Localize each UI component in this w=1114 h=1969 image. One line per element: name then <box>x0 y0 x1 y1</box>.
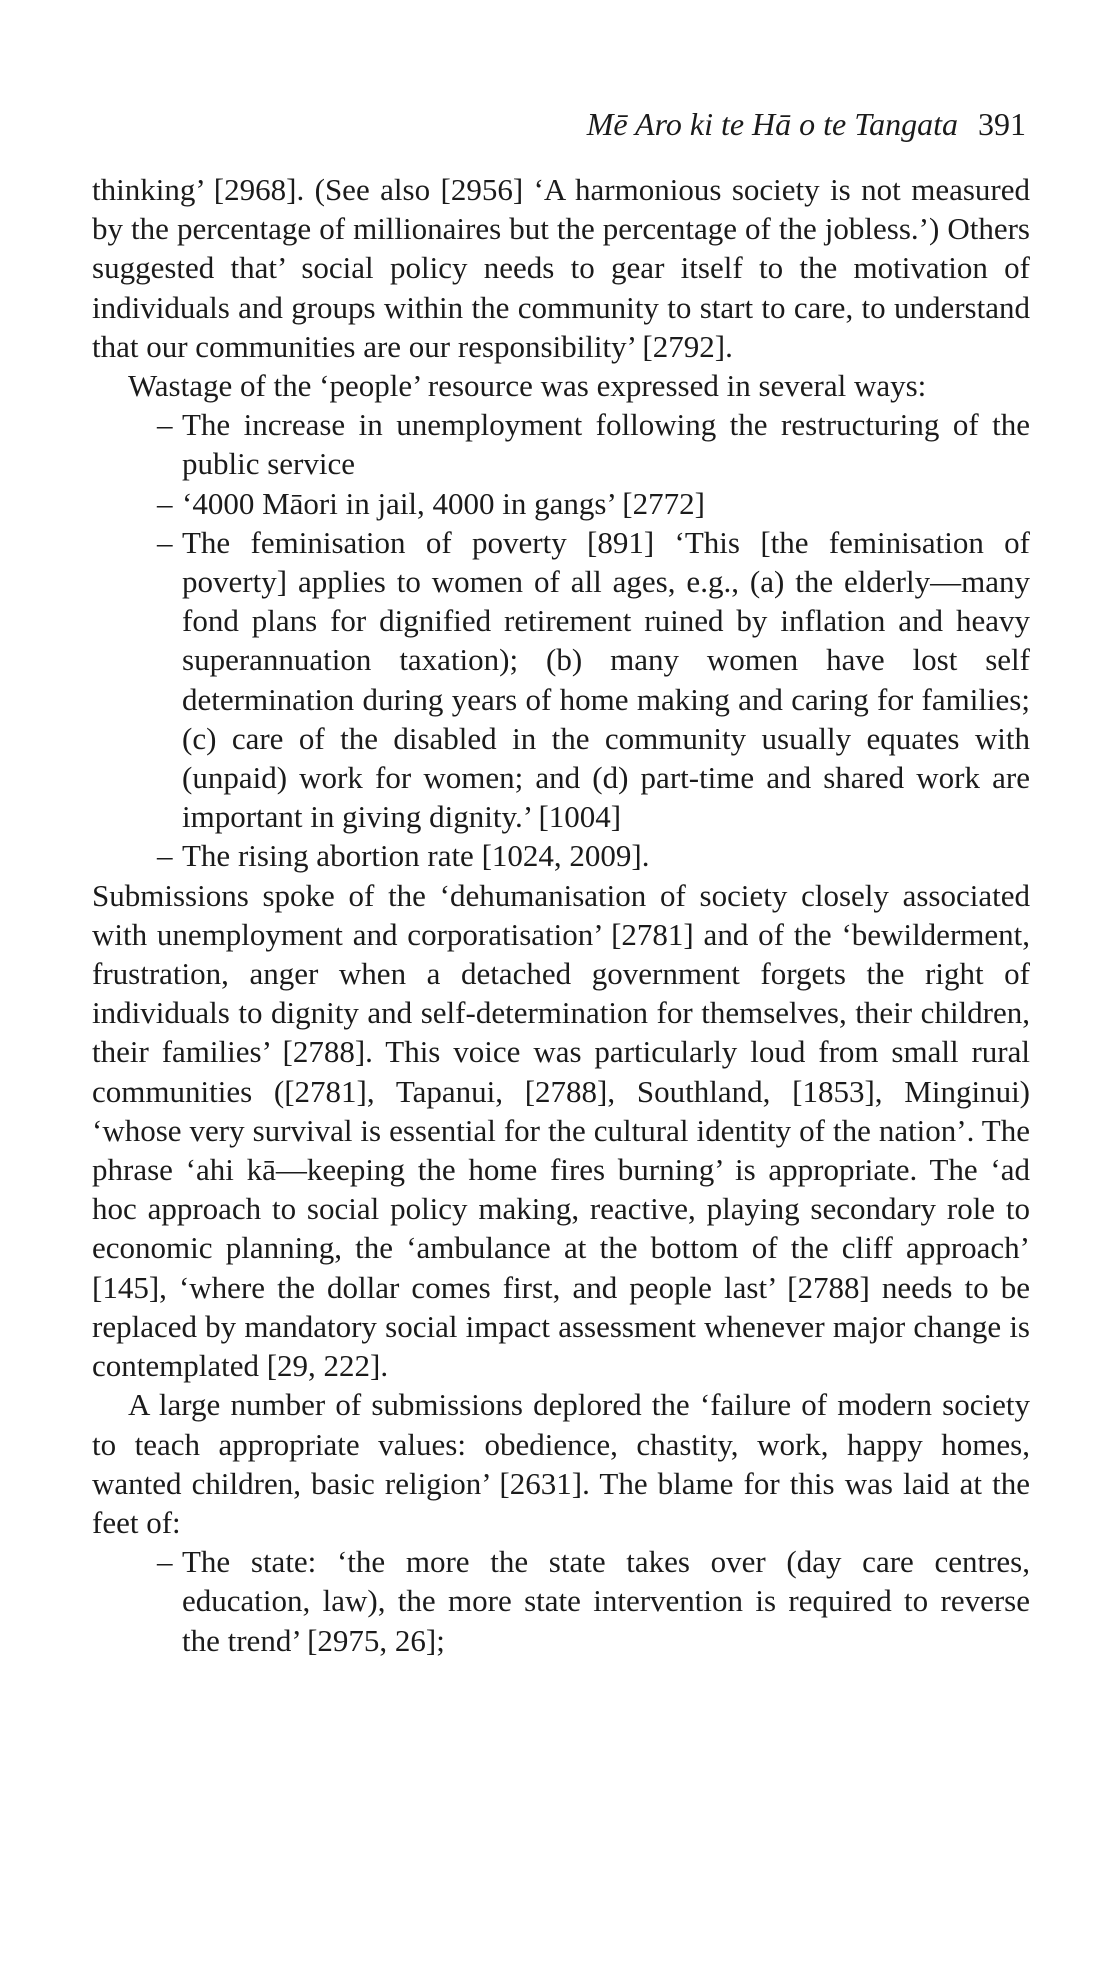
list-item-text: The increase in unemployment following the restructuring of the public service <box>182 407 1030 482</box>
list-item <box>157 1542 1030 1660</box>
paragraph-wastage-intro: Wastage of the ‘people’ resource was expressed in several ways: <box>128 368 927 404</box>
page-number: 391 <box>978 106 1026 142</box>
list-item-text: The state: ‘the more the state takes over (day care centres, education, law), the more state intervention is required to reverse the trend’ [2975, 26]; <box>182 1544 1030 1658</box>
list-item-text: ‘4000 Māori in jail, 4000 in gangs’ [2772] <box>182 485 705 521</box>
list-item <box>157 523 1030 837</box>
list-dash: – <box>157 485 173 521</box>
paragraph-continuation: thinking’ [2968]. (See also [2956] ‘A harmonious society is not measured by the percentage of millionaires but the percentage of the jobless.’) Others suggested that’ social policy needs to gear itself to the motivation of individuals and groups within the community to start to care, to understand that our communities are our responsibility’ [2792]. <box>92 172 1030 364</box>
running-head-title: Mē Aro ki te Hā o te Tangata <box>586 106 958 142</box>
list-item <box>157 836 1030 875</box>
list-dash: – <box>157 524 173 560</box>
list-item <box>157 484 1030 523</box>
list-dash: – <box>157 838 173 874</box>
paragraph-values: A large number of submissions deplored the ‘failure of modern society to teach appropriate values: obedience, chastity, work, happy homes, wanted children, basic religion’ [2631]. The blame for this was laid at the feet of: <box>92 1387 1030 1540</box>
list-item-text: The feminisation of poverty [891] ‘This [the feminisation of poverty] applies to women of all ages, e.g., (a) the elderly—many fond plans for dignified retirement ruined by inflation and heavy superannuation taxation); (b) many women have lost self determination during years of home making and caring for families; (c) care of the disabled in the community usually equates with (unpaid) work for women; and (d) part-time and shared work are important in giving dignity.’ [1004] <box>182 524 1030 835</box>
list-item-text: The rising abortion rate [1024, 2009]. <box>182 838 650 874</box>
list-dash: – <box>157 1544 173 1580</box>
wastage-list <box>157 405 1030 875</box>
body-text <box>92 170 1030 1660</box>
blame-list <box>157 1542 1030 1660</box>
running-head <box>587 104 1026 144</box>
list-dash: – <box>157 407 173 443</box>
paragraph-submissions: Submissions spoke of the ‘dehumanisation of society closely associated with unemployment and corporatisation’ [2781] and of the ‘bewilderment, frustration, anger when a detached government forgets the right of individuals to dignity and self-determination for themselves, their children, their families’ [2788]. This voice was particularly loud from small rural communities ([2781], Tapanui, [2788], Southland, [1853], Minginui) ‘whose very survival is essential for the cultural identity of the nation’. The phrase ‘ahi kā—keeping the home fires burning’ is appropriate. The ‘ad hoc approach to social policy making, reactive, playing secondary role to economic planning, the ‘ambulance at the bottom of the cliff approach’ [145], ‘where the dollar comes first, and people last’ [2788] needs to be replaced by mandatory social impact assessment whenever major change is contemplated [29, 222]. <box>92 877 1030 1384</box>
list-item <box>157 405 1030 483</box>
